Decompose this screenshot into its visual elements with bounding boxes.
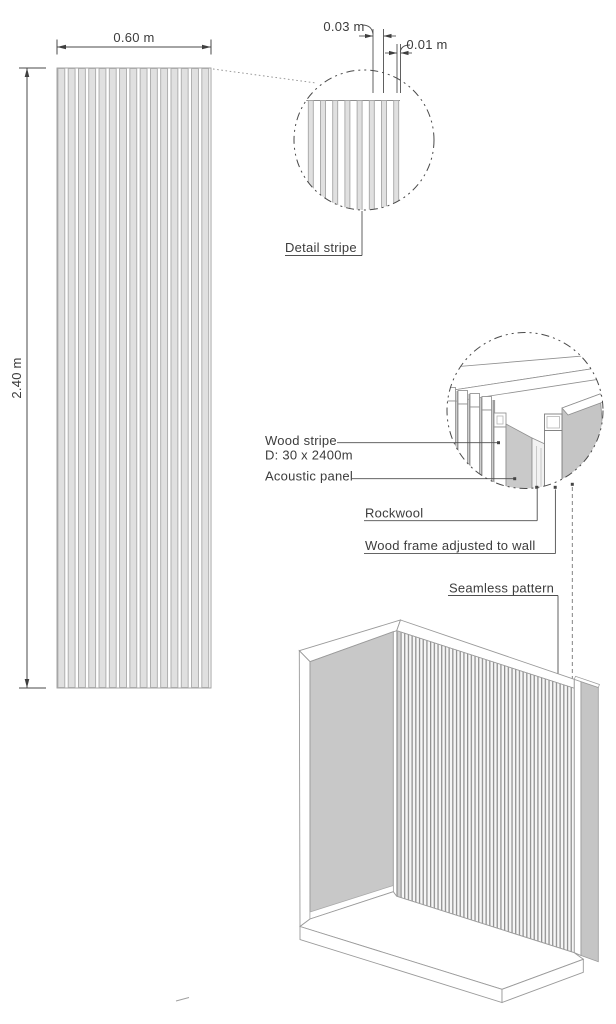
- detail-stripes: [308, 101, 398, 213]
- stripe-detail-circle: [285, 19, 448, 256]
- wood-frame-label: Wood frame adjusted to wall: [365, 538, 536, 553]
- front-panel-view: [57, 68, 211, 688]
- detail-reference-line: [213, 69, 316, 83]
- rockwool-label: Rockwool: [365, 505, 424, 521]
- height-dimension: [9, 68, 46, 688]
- stripe-width-label: 0.01 m: [406, 37, 448, 52]
- seamless-pattern-label: Seamless pattern: [449, 580, 555, 596]
- assembly-detail-circle: [446, 333, 606, 501]
- isometric-room-view: [299, 620, 599, 1003]
- left-wall: [299, 620, 400, 927]
- detail-stripe-caption: Detail stripe: [285, 240, 357, 255]
- panel-height-label: 2.40 m: [9, 357, 24, 399]
- panel-width-label: 0.60 m: [113, 30, 155, 45]
- width-dimension: [57, 30, 211, 55]
- front-panel-stripes: [58, 69, 209, 688]
- scale-mark: [176, 998, 189, 1002]
- acoustic-panel-label: Acoustic panel: [265, 468, 354, 484]
- wood-stripe-dimension: D: 30 x 2400m: [265, 447, 353, 463]
- stripe-spacing-label: 0.03 m: [323, 19, 365, 34]
- wood-stripe-label: Wood stripe: [265, 433, 337, 448]
